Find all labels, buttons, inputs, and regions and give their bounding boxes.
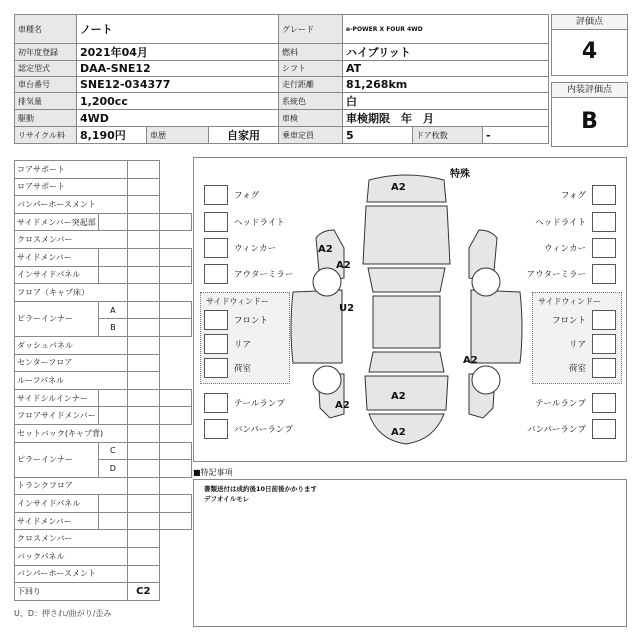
damage-left-rear-quarter: A2	[335, 400, 350, 411]
check-box[interactable]	[204, 264, 228, 284]
label-model: 車種名	[15, 15, 77, 44]
part-label: フロアサイドメンバー	[15, 407, 99, 425]
label-first-registration: 初年度登録	[15, 44, 77, 61]
table-row	[15, 196, 192, 214]
value-inspection: 車検期限 年 月	[343, 110, 549, 127]
label-color: 系統色	[279, 93, 343, 110]
part-label: サイドシルインナー	[15, 389, 99, 407]
part-empty	[159, 354, 191, 372]
check-left-fog[interactable]: フォグ	[204, 185, 259, 205]
part-label: クロスメンバー	[15, 530, 128, 548]
part-box	[98, 407, 127, 425]
part-empty	[159, 424, 191, 442]
check-box[interactable]	[204, 334, 228, 354]
part-label: バンパーホースメント	[15, 196, 128, 214]
label-inspection: 車検	[279, 110, 343, 127]
part-box	[127, 354, 159, 372]
check-left-side-rear[interactable]: リア	[204, 334, 251, 354]
value-history: 自家用	[209, 127, 279, 144]
note-line: デフオイルモレ	[204, 495, 250, 503]
part-box	[159, 301, 191, 319]
table-row	[15, 354, 192, 372]
label-doors: ドア枚数	[413, 127, 483, 144]
check-right-bumperlamp[interactable]: バンパーランプ	[527, 419, 616, 439]
part-box	[127, 161, 159, 179]
value-capacity: 5	[343, 127, 413, 144]
part-box	[127, 284, 159, 302]
check-box[interactable]	[204, 393, 228, 413]
value-chassis: SNE12-034377	[77, 77, 279, 93]
table-row	[15, 389, 192, 407]
check-box[interactable]	[204, 185, 228, 205]
check-box[interactable]	[204, 419, 228, 439]
table-row	[15, 477, 192, 495]
part-empty	[159, 178, 191, 196]
table-row	[15, 442, 192, 460]
left-rear-wheel-shape	[313, 366, 341, 394]
pillar-sub-label: C	[98, 442, 127, 460]
part-empty	[159, 530, 191, 548]
part-box	[127, 178, 159, 196]
value-fuel: ハイブリット	[343, 44, 549, 61]
part-empty	[159, 372, 191, 390]
label-mileage: 走行距離	[279, 77, 343, 93]
damage-trunk: A2	[391, 391, 406, 402]
part-box	[127, 460, 159, 478]
left-side-window-title: サイドウィンドー	[206, 297, 269, 306]
check-box[interactable]	[592, 264, 616, 284]
label-type: 認定型式	[15, 61, 77, 77]
part-box	[159, 407, 191, 425]
value-color: 白	[343, 93, 549, 110]
check-box[interactable]	[592, 310, 616, 330]
car-diagram	[193, 157, 627, 462]
score-value: 4	[581, 39, 598, 64]
part-label: ピラーインナー	[15, 301, 99, 336]
part-box	[127, 336, 159, 354]
part-box	[127, 477, 159, 495]
part-box: C2	[127, 583, 159, 601]
table-row	[15, 284, 192, 302]
left-doors-shape	[291, 290, 342, 363]
part-label: バックパネル	[15, 548, 128, 566]
value-model: ノート	[77, 15, 279, 44]
check-box[interactable]	[592, 238, 616, 258]
notes-box	[193, 479, 627, 627]
part-box	[127, 565, 159, 583]
right-side-window-title: サイドウィンドー	[538, 297, 601, 306]
part-box	[127, 372, 159, 390]
pillar-sub-label: D	[98, 460, 127, 478]
part-box	[159, 495, 191, 513]
part-label: ピラーインナー	[15, 442, 99, 477]
check-left-side-cargo[interactable]: 荷室	[204, 358, 251, 378]
value-drive: 4WD	[77, 110, 279, 127]
check-right-mirror[interactable]: アウターミラー	[527, 264, 616, 284]
right-front-wheel-shape	[472, 268, 500, 296]
check-left-taillamp[interactable]: テールランプ	[204, 393, 285, 413]
check-left-headlight[interactable]: ヘッドライト	[204, 212, 285, 232]
part-empty	[159, 583, 191, 601]
table-row	[15, 336, 192, 354]
part-box	[127, 319, 159, 337]
value-displacement: 1,200cc	[77, 93, 279, 110]
part-empty	[159, 284, 191, 302]
part-box	[98, 248, 127, 266]
part-empty	[159, 231, 191, 249]
hood-shape	[363, 206, 450, 264]
part-label: ロアサポート	[15, 178, 128, 196]
table-row	[15, 512, 192, 530]
part-label: ダッシュパネル	[15, 336, 128, 354]
part-box	[98, 389, 127, 407]
part-box	[127, 213, 159, 231]
score-label: 評価点	[552, 15, 627, 30]
part-box	[98, 266, 127, 284]
table-row	[15, 301, 192, 319]
part-box	[127, 407, 159, 425]
part-label: ルーフパネル	[15, 372, 128, 390]
part-label: バンパーホースメント	[15, 565, 128, 583]
table-row	[15, 248, 192, 266]
part-box	[98, 495, 127, 513]
check-box[interactable]	[204, 212, 228, 232]
check-box[interactable]	[204, 310, 228, 330]
check-right-taillamp[interactable]: テールランプ	[535, 393, 616, 413]
value-recycle: 8,190円	[77, 127, 147, 144]
part-label: センターフロア	[15, 354, 128, 372]
part-box	[127, 530, 159, 548]
rear-window-shape	[369, 352, 444, 372]
value-first-registration: 2021年04月	[77, 44, 279, 61]
label-shift: シフト	[279, 61, 343, 77]
check-box[interactable]	[592, 419, 616, 439]
check-left-bumperlamp[interactable]: バンパーランプ	[204, 419, 293, 439]
value-doors: -	[483, 127, 549, 144]
damage-right-door: A2	[463, 355, 478, 366]
value-grade: e-POWER X FOUR 4WD	[343, 15, 549, 44]
windshield-shape	[368, 268, 445, 292]
check-box[interactable]	[204, 358, 228, 378]
table-row	[15, 424, 192, 442]
check-left-side-front[interactable]: フロント	[204, 310, 268, 330]
label-chassis: 車台番号	[15, 77, 77, 93]
table-row	[15, 548, 192, 566]
part-empty	[159, 548, 191, 566]
table-row	[15, 178, 192, 196]
part-empty	[159, 565, 191, 583]
damage-hood: A2	[391, 182, 406, 193]
part-label: 下回り	[15, 583, 128, 601]
part-box	[159, 319, 191, 337]
pillar-sub-label: B	[98, 319, 127, 337]
table-row	[15, 583, 192, 601]
part-box	[159, 460, 191, 478]
part-box	[159, 389, 191, 407]
legend-text: U、D：押され/曲がり/歪み	[14, 609, 112, 618]
interior-score-box	[551, 82, 628, 147]
damage-left-front-fender: A2	[318, 244, 333, 255]
check-right-winker[interactable]: ウィンカー	[544, 238, 616, 258]
right-doors-shape	[471, 290, 522, 363]
label-fuel: 燃料	[279, 44, 343, 61]
table-row	[15, 266, 192, 284]
check-left-mirror[interactable]: アウターミラー	[204, 264, 293, 284]
part-label: サイドメンバー	[15, 512, 99, 530]
check-right-side-cargo[interactable]: 荷室	[569, 358, 616, 378]
part-label: コアサポート	[15, 161, 128, 179]
note-line: 書類送付は成約後10日前後かかります	[204, 485, 318, 493]
part-box	[98, 512, 127, 530]
interior-score-value: B	[581, 109, 598, 134]
damage-left-door: U2	[339, 303, 355, 314]
part-box	[159, 266, 191, 284]
check-right-headlight[interactable]: ヘッドライト	[535, 212, 616, 232]
part-box	[127, 301, 159, 319]
part-box	[127, 389, 159, 407]
label-grade: グレード	[279, 15, 343, 44]
part-label: インサイドパネル	[15, 495, 99, 513]
part-box	[127, 424, 159, 442]
part-box	[159, 442, 191, 460]
table-row	[15, 407, 192, 425]
damage-left-front-door: A2	[336, 260, 351, 271]
part-empty	[159, 477, 191, 495]
check-box[interactable]	[592, 185, 616, 205]
value-shift: AT	[343, 61, 549, 77]
check-right-side-rear[interactable]: リア	[569, 334, 616, 354]
trunk-shape	[365, 376, 448, 410]
check-box[interactable]	[204, 238, 228, 258]
front-bumper-shape	[367, 175, 446, 202]
part-box	[127, 248, 159, 266]
rear-bumper-shape	[369, 414, 444, 444]
spec-table	[14, 14, 549, 144]
part-box	[159, 248, 191, 266]
label-capacity: 乗車定員	[279, 127, 343, 144]
label-drive: 駆動	[15, 110, 77, 127]
score-box	[551, 14, 628, 76]
table-row	[15, 495, 192, 513]
label-displacement: 排気量	[15, 93, 77, 110]
check-box[interactable]	[592, 393, 616, 413]
part-box	[98, 213, 127, 231]
damage-rear-bumper: A2	[391, 427, 406, 438]
part-box	[127, 512, 159, 530]
part-box	[159, 213, 191, 231]
pillar-sub-label: A	[98, 301, 127, 319]
part-label: クロスメンバー	[15, 231, 128, 249]
part-box	[159, 512, 191, 530]
table-row	[15, 161, 192, 179]
part-label: インサイドパネル	[15, 266, 99, 284]
value-type: DAA-SNE12	[77, 61, 279, 77]
frame-parts-table	[14, 160, 192, 601]
check-right-fog[interactable]: フォグ	[561, 185, 616, 205]
part-empty	[159, 196, 191, 214]
part-box	[127, 442, 159, 460]
table-row	[15, 372, 192, 390]
check-right-side-front[interactable]: フロント	[552, 310, 616, 330]
check-box[interactable]	[592, 334, 616, 354]
check-left-winker[interactable]: ウィンカー	[204, 238, 276, 258]
part-box	[127, 495, 159, 513]
part-label: セットバック(キャブ背)	[15, 424, 128, 442]
left-front-wheel-shape	[313, 268, 341, 296]
part-box	[127, 266, 159, 284]
part-label: サイドメンバー	[15, 248, 99, 266]
part-box	[127, 196, 159, 214]
label-recycle: リサイクル料	[15, 127, 77, 144]
part-box	[127, 231, 159, 249]
part-empty	[159, 336, 191, 354]
table-row	[15, 530, 192, 548]
part-label: フロア（キャブ床）	[15, 284, 128, 302]
label-history: 車歴	[147, 127, 209, 144]
check-box[interactable]	[592, 358, 616, 378]
table-row	[15, 231, 192, 249]
table-row	[15, 565, 192, 583]
interior-score-label: 内装評価点	[552, 83, 627, 98]
value-mileage: 81,268km	[343, 77, 549, 93]
notes-title: ■特記事項	[193, 468, 233, 477]
table-row	[15, 213, 192, 231]
part-label: トランクフロア	[15, 477, 128, 495]
roof-shape	[373, 296, 440, 348]
part-box	[127, 548, 159, 566]
right-rear-wheel-shape	[472, 366, 500, 394]
check-box[interactable]	[592, 212, 616, 232]
part-empty	[159, 161, 191, 179]
part-label: サイドメンバー突起部	[15, 213, 99, 231]
special-label: 特殊	[450, 169, 470, 180]
